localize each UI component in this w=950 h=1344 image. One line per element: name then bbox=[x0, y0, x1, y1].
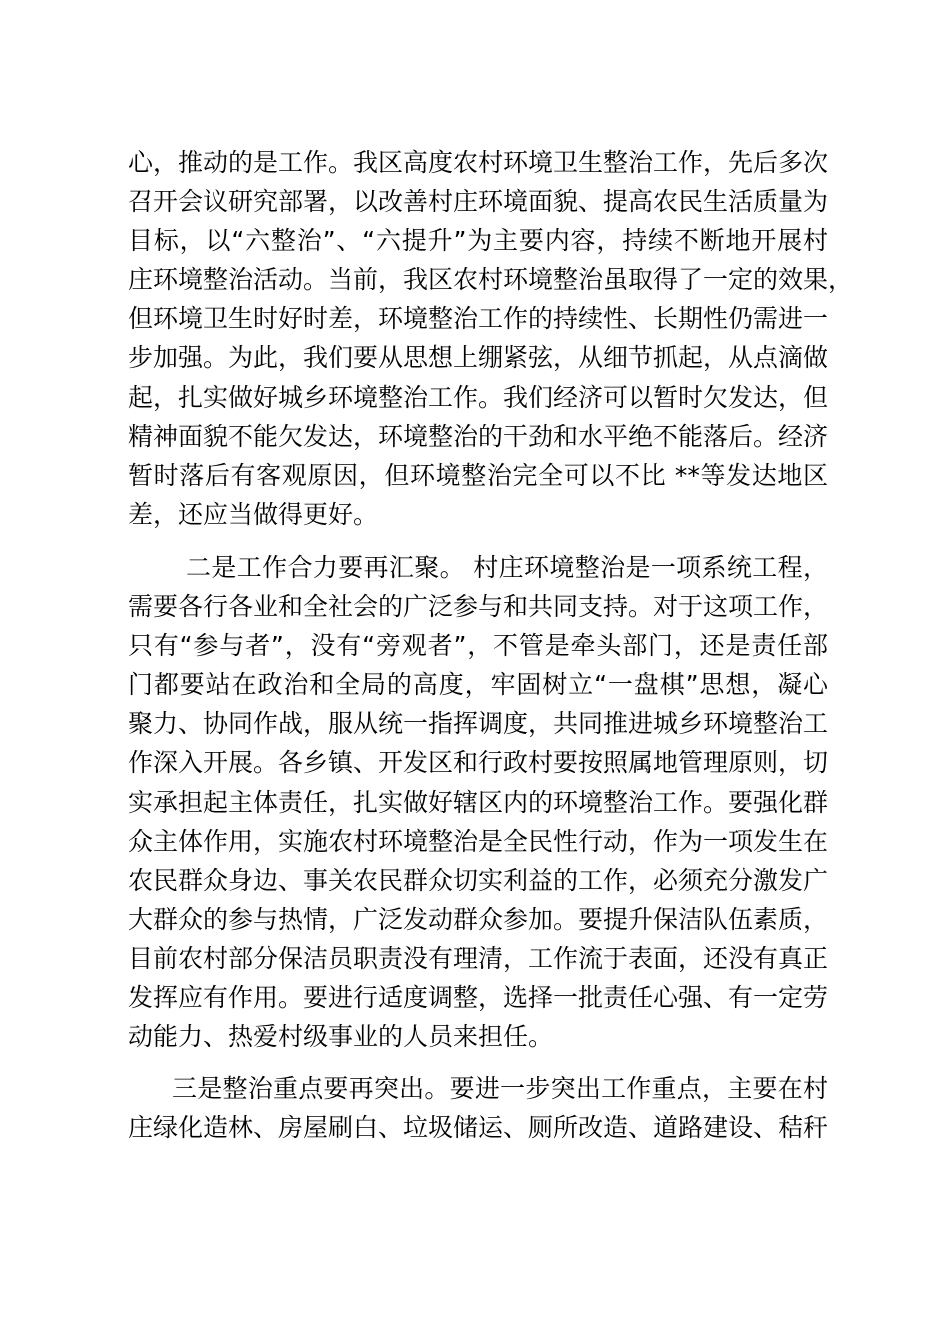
text-line: 心，推动的是工作。我区高度农村环境卫生整治工作，先后多次 bbox=[128, 148, 829, 177]
text-line: 聚力、协同作战，服从统一指挥调度，共同推进城乡环境整治工 bbox=[128, 709, 829, 739]
text-line: 实承担起主体责任，扎实做好辖区内的环境整治工作。要强化群 bbox=[128, 787, 829, 817]
text-line: 二是工作合力要再汇聚。 村庄环境整治是一项系统工程， bbox=[186, 553, 828, 582]
text-line: 精神面貌不能欠发达，环境整治的干劲和水平绝不能落后。经济 bbox=[128, 421, 829, 451]
text-line: 起，扎实做好城乡环境整治工作。我们经济可以暂时欠发达，但 bbox=[128, 382, 829, 412]
text-line: 门都要站在政治和全局的高度，牢固树立“一盘棋”思想，凝心 bbox=[128, 670, 828, 700]
text-line: 召开会议研究部署，以改善村庄环境面貌、提高农民生活质量为 bbox=[128, 187, 829, 217]
paragraph-1 bbox=[128, 143, 854, 534]
text-line: 大群众的参与热情，广泛发动群众参加。要提升保洁队伍素质， bbox=[128, 904, 829, 934]
text-line: 发挥应有作用。要进行适度调整，选择一批责任心强、有一定劳 bbox=[128, 983, 829, 1013]
text-line: 作深入开展。各乡镇、开发区和行政村要按照属地管理原则，切 bbox=[128, 748, 829, 778]
text-line: 庄绿化造林、房屋刷白、垃圾储运、厕所改造、道路建设、秸秆 bbox=[128, 1113, 829, 1143]
text-line: 需要各行各业和全社会的广泛参与和共同支持。对于这项工作， bbox=[128, 592, 829, 622]
paragraph-3 bbox=[128, 1069, 828, 1147]
text-line: 步加强。为此，我们要从思想上绷紧弦，从细节抓起，从点滴做 bbox=[128, 343, 829, 373]
paragraph-2 bbox=[128, 548, 828, 1056]
text-line: 目标，以“六整治”、“六提升”为主要内容，持续不断地开展村 bbox=[128, 226, 828, 256]
text-line: 但环境卫生时好时差，环境整治工作的持续性、长期性仍需进一 bbox=[128, 304, 829, 334]
text-line: 只有“参与者”，没有“旁观者”，不管是牵头部门，还是责任部 bbox=[128, 631, 828, 661]
text-line: 众主体作用，实施农村环境整治是全民性行动，作为一项发生在 bbox=[128, 826, 829, 856]
text-line: 三是整治重点要再突出。要进一步突出工作重点，主要在村 bbox=[172, 1074, 828, 1103]
text-line: 差，还应当做得更好。 bbox=[128, 499, 379, 529]
text-line: 暂时落后有客观原因，但环境整治完全可以不比 **等发达地区 bbox=[128, 460, 828, 490]
text-line: 目前农村部分保洁员职责没有理清，工作流于表面，还没有真正 bbox=[128, 943, 829, 973]
text-line: 庄环境整治活动。当前，我区农村环境整治虽取得了一定的效果， bbox=[128, 265, 854, 295]
text-line: 动能力、热爱村级事业的人员来担任。 bbox=[128, 1022, 554, 1052]
text-line: 农民群众身边、事关农民群众切实利益的工作，必须充分激发广 bbox=[128, 865, 829, 895]
